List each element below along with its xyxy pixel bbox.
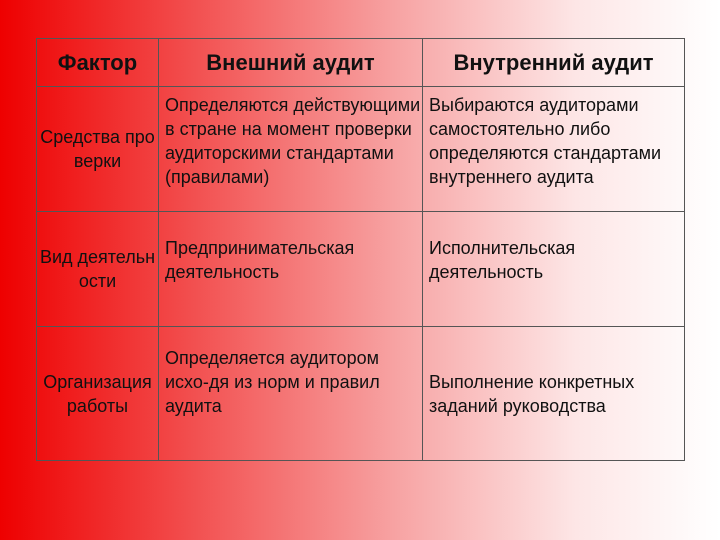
internal-audit-cell: Выбираются аудиторами самостоятельно либо определяются стандартами внутреннего аудита (423, 87, 685, 212)
external-audit-cell: Предпринимательская деятельность (159, 212, 423, 327)
table-row (37, 327, 685, 461)
header-row (37, 39, 685, 87)
header-factor: Фактор (37, 39, 159, 87)
external-audit-cell: Определяются действующими в стране на момент проверки аудиторскими стандартами (правилами) (159, 87, 423, 212)
table-row (37, 87, 685, 212)
factor-cell: Средства проверки (37, 87, 159, 212)
header-external-audit: Внешний аудит (159, 39, 423, 87)
factor-cell: Вид деятельности (37, 212, 159, 327)
table-row (37, 212, 685, 327)
internal-audit-cell: Выполнение конкретных заданий руководства (423, 327, 685, 461)
external-audit-cell: Определяется аудитором исхо-дя из норм и правил аудита (159, 327, 423, 461)
factor-cell: Организация работы (37, 327, 159, 461)
internal-audit-cell: Исполнительская деятельность (423, 212, 685, 327)
header-internal-audit: Внутренний аудит (423, 39, 685, 87)
comparison-table (36, 38, 685, 461)
